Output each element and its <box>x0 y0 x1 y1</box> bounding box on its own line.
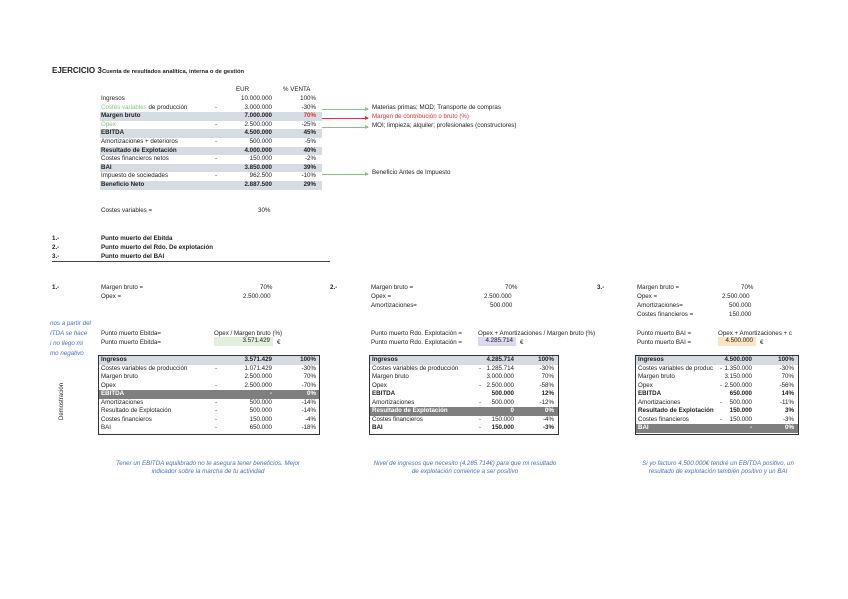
s1-opex-value: 2.500.000 <box>243 293 271 300</box>
s2-opex-label: Opex = <box>371 293 392 300</box>
s3-number: 3.- <box>597 284 605 291</box>
s3-row-label: EBITDA <box>638 390 662 397</box>
s2-row-label: Amortizaciones <box>372 398 415 406</box>
s3-row-pct: 14% <box>781 390 794 397</box>
s3-pm2-value: 4.500.000 <box>718 337 756 346</box>
annotation-bai: Beneficio Antes de Impuesto <box>372 169 451 176</box>
s1-row-label: Amortizaciones <box>101 398 144 406</box>
s2-row-pct: 70% <box>541 373 554 380</box>
s2-pm2-unit: € <box>520 339 524 346</box>
pl-row-label: Ingresos <box>101 95 125 102</box>
s1-note: Tener un EBITDA equilibrado no te asegura tener beneficios. Mejor indicador sobre la marcha de tu actividad <box>116 460 300 475</box>
question-2-number: 2.- <box>52 244 60 251</box>
s3-pm2-label: Punto muerto BAI = <box>637 339 692 346</box>
questions-underline <box>52 261 330 262</box>
s3-row-value: 150.000 <box>729 415 752 423</box>
s3-cf-label: Costes financieros = <box>637 311 694 318</box>
s2-row-label: Opex <box>372 381 387 389</box>
pl-row-sign: - <box>215 155 218 163</box>
pl-row-pct: -30% <box>301 103 316 111</box>
s1-row-pct: 0% <box>307 390 316 397</box>
s3-row-pct: -30% <box>779 364 794 372</box>
s3-pm-formula: Opex + Amortizaciones + c <box>718 330 792 337</box>
s1-pm-label: Punto muerto Ebitda= <box>101 330 162 337</box>
s2-row-pct: 12% <box>541 390 554 397</box>
pl-row-label: Margen bruto <box>101 112 141 120</box>
s3-row-value: 150.000 <box>729 407 752 414</box>
s1-row-sign: - <box>215 398 218 406</box>
pl-row-sign: - <box>215 103 218 111</box>
s1-number: 1.- <box>52 284 60 291</box>
s2-row-value: 500.000 <box>491 390 514 397</box>
s3-am-value: 500.000 <box>729 302 752 309</box>
annotation-moi: MOI; limpieza; alquiler; profesionales (constructores) <box>372 122 517 129</box>
s3-row-value: 500.000 <box>729 398 752 406</box>
s3-opex-value: 2.500.000 <box>722 293 750 300</box>
s1-row-value: 2.500.000 <box>244 381 272 389</box>
s1-row-sign: - <box>215 415 218 423</box>
s2-row-label: BAI <box>372 424 383 431</box>
s1-pm2-label: Punto muerto Ebitda= <box>101 339 162 346</box>
question-1-text: Punto muerto del Ebitda <box>101 235 173 242</box>
s2-row-pct: 100% <box>538 356 554 363</box>
s3-row-label: Opex <box>638 381 653 389</box>
s1-row-value: 500.000 <box>249 398 272 406</box>
s3-row-pct: -56% <box>779 381 794 389</box>
pl-row-pct: 70% <box>303 112 316 120</box>
question-2-text: Punto muerto del Rdo. De explotación <box>101 244 214 251</box>
pl-row-label: Opex <box>101 120 116 128</box>
s1-row-label: Costes financieros <box>101 415 152 423</box>
s2-row-sign: - <box>479 424 482 431</box>
s1-row-sign: - <box>215 381 218 389</box>
s3-row-label: Resultado de Explotación <box>638 407 714 414</box>
s3-row-value: 2.500.000 <box>724 381 752 389</box>
s1-mb-value: 70% <box>260 284 273 291</box>
pl-row-value: 150.000 <box>249 155 272 163</box>
arrow-green-2 <box>322 127 368 128</box>
pl-row-pct: -25% <box>301 120 316 128</box>
s1-row-label: Costes variables de producción <box>101 364 188 372</box>
s2-pm2-label: Punto muerto Rdo. Explotación = <box>371 339 462 346</box>
pl-row-pct: 100% <box>300 95 316 102</box>
s2-row-label: Costes variables de producción <box>372 364 459 372</box>
s1-row-sign: - <box>215 364 218 372</box>
s2-row-value: 2.500.000 <box>486 381 514 389</box>
s3-row-label: Costes variables de produc <box>638 364 713 372</box>
pl-row-value: 962.500 <box>249 172 272 180</box>
s2-row-label: Resultado de Explotación <box>372 407 448 414</box>
annotation-margen: Margen de contribución o bruto (%) <box>372 113 469 120</box>
s3-row-pct: 3% <box>785 407 794 414</box>
s3-row-sign: - <box>720 364 723 372</box>
s1-pm-formula: Opex / Margen bruto (%) <box>214 330 283 337</box>
s3-row-label: Margen bruto <box>638 373 675 380</box>
s3-row-label: BAI <box>638 424 649 431</box>
s3-row-value: 1.350.000 <box>724 364 752 372</box>
pl-row-pct: 39% <box>303 163 316 171</box>
s2-mb-label: Margen bruto = <box>371 284 414 291</box>
side-note-2: ITDA se hace <box>50 330 88 337</box>
exercise-subtitle: Cuenta de resultados analítica, interna o de gestión <box>102 69 245 75</box>
s1-mb-label: Margen bruto = <box>101 284 144 291</box>
s2-row-label: Costes financieros <box>372 415 423 423</box>
s1-opex-label: Opex = <box>101 293 122 300</box>
s2-row-label: EBITDA <box>372 390 396 397</box>
exercise-title: EJERCICIO 3 <box>52 66 102 75</box>
vertical-label: Demostración <box>59 382 65 420</box>
s1-row-sign: - <box>215 407 218 414</box>
s1-row-value: 3.571.429 <box>244 356 272 363</box>
s1-row-label: Ingresos <box>101 356 127 363</box>
s3-row-pct: 0% <box>785 424 794 431</box>
pl-row-label: Beneficio Neto <box>101 181 145 188</box>
question-3-text: Punto muerto del BAI <box>101 253 165 260</box>
s3-row-label: Amortizaciones <box>638 398 681 406</box>
s1-row-value: 2.500.000 <box>244 373 272 380</box>
pl-row-label: EBITDA <box>101 129 125 137</box>
pl-row-value: 4.000.000 <box>244 146 272 154</box>
s3-note: Si yo facturo 4.500.000€ tendré un EBITDA positivo, un resultado de explotación también positivo y un BAI <box>642 460 794 475</box>
s2-row-value: 150.000 <box>491 424 514 431</box>
arrow-green-3 <box>322 174 368 175</box>
s1-row-label: Resultado de Explotación <box>101 407 172 414</box>
pl-row-value: 2.500.000 <box>244 120 272 128</box>
s2-row-pct: -3% <box>542 424 554 431</box>
s2-row-label: Margen bruto <box>372 373 409 380</box>
s1-row-pct: -4% <box>304 415 316 423</box>
pl-row-label: Resultado de Explotación <box>101 146 177 154</box>
side-note-1: nos a partir del <box>50 320 91 327</box>
s3-row-value: 650.000 <box>729 390 752 397</box>
s2-row-sign: - <box>479 415 482 423</box>
pl-row-value: 3.000.000 <box>244 103 272 111</box>
s2-row-value: 4.285.714 <box>486 356 514 363</box>
s2-row-label: Ingresos <box>372 356 398 363</box>
side-note-4: mo negativo <box>50 350 84 357</box>
s2-row-value: 150.000 <box>491 415 514 423</box>
s2-pm-label: Punto muerto Rdo. Explotación = <box>371 330 462 337</box>
col-eur-header: EUR <box>236 86 250 93</box>
s3-row-sign: - <box>720 381 723 389</box>
pl-row-label-green: Costes variables <box>101 103 147 111</box>
s2-row-sign: - <box>479 398 482 406</box>
pl-row-pct: 40% <box>303 146 316 154</box>
s2-opex-value: 2.500.000 <box>484 293 512 300</box>
s3-pm-label: Punto muerto BAI = <box>637 330 692 337</box>
s1-row-value: 500.000 <box>249 407 272 414</box>
s2-row-value: 1.285.714 <box>486 364 514 372</box>
s3-am-label: Amortizaciones= <box>637 302 683 309</box>
s3-row-pct: -3% <box>782 415 794 423</box>
s3-row-label: Ingresos <box>638 356 664 363</box>
s2-number: 2.- <box>330 284 338 291</box>
s2-pm-formula: Opex + Amortizaciones / Margen bruto (%) <box>478 330 596 337</box>
pl-row-label: Amortizaciones + deterioros <box>101 138 178 145</box>
pl-row-label-rest: de producción <box>146 103 188 111</box>
s1-row-pct: -70% <box>301 381 316 389</box>
pl-row-label: Costes financieros netos <box>101 155 169 163</box>
pl-row-value: 2.887.500 <box>244 181 272 188</box>
pl-row-sign: - <box>215 172 218 180</box>
s3-cf-value: 150.000 <box>729 311 752 318</box>
pl-row-pct: -5% <box>304 138 316 145</box>
s2-row-value: 500.000 <box>491 398 514 406</box>
s2-mb-value: 70% <box>505 284 518 291</box>
s1-row-pct: -14% <box>301 398 316 406</box>
s1-row-label: EBITDA <box>101 390 125 397</box>
s3-row-pct: 100% <box>778 356 794 363</box>
question-1-number: 1.- <box>52 235 60 242</box>
s2-note: Nivel de ingresos que necesito (4.285.714€) para que mi resultado de explotación comience a ser positivo <box>373 460 557 475</box>
s1-row-label: Margen bruto <box>101 373 138 380</box>
pl-row-pct: 29% <box>303 181 316 188</box>
annotation-materias: Materias primas; MOD; Transporte de compras <box>372 104 501 111</box>
s3-row-pct: -11% <box>780 398 794 406</box>
s3-row-pct: 70% <box>781 373 794 380</box>
s2-row-sign: - <box>479 364 482 372</box>
s1-pm2-unit: € <box>277 339 281 346</box>
s3-row-label: Costes financieros <box>638 415 689 423</box>
s1-row-pct: -18% <box>301 424 316 431</box>
pl-row-label <box>101 104 187 112</box>
s1-row-pct: 100% <box>300 356 316 363</box>
pl-row-value: 7.000.000 <box>244 112 272 120</box>
pl-row-label: Impuesto de sociedades <box>101 172 169 180</box>
arrow-green-1 <box>322 109 368 110</box>
s1-row-label: Opex <box>101 381 116 389</box>
pl-row-value: 10.000.000 <box>241 95 272 102</box>
s3-row-value: 3.150.000 <box>724 373 752 380</box>
s3-row-value: 4.500.000 <box>724 356 752 363</box>
side-note-3: i no llego mi <box>50 340 84 347</box>
s1-row-value: 650.000 <box>249 424 272 431</box>
s1-row-sign: - <box>215 424 218 431</box>
s2-row-pct: -30% <box>539 364 554 372</box>
pl-row-value: 500.000 <box>249 138 272 145</box>
pl-row-sign: - <box>215 138 218 145</box>
pl-row-sign: - <box>215 120 218 128</box>
pl-row-label: BAI <box>101 163 112 171</box>
pl-row-pct: -2% <box>304 155 316 163</box>
s3-row-value: - <box>749 424 752 431</box>
pl-row-value: 3.850.000 <box>244 163 272 171</box>
s3-row-sign: - <box>720 398 723 406</box>
s1-row-pct: 70% <box>303 373 316 380</box>
s1-row-value: - <box>269 390 272 397</box>
col-pct-header: % VENTA <box>283 86 311 93</box>
s1-row-label: BAI <box>101 424 111 431</box>
arrow-red <box>322 118 368 119</box>
s1-row-pct: -30% <box>301 364 316 372</box>
s3-opex-label: Opex = <box>637 293 658 300</box>
s2-row-value: 3.000.000 <box>486 373 514 380</box>
cv-label: Costes variables = <box>101 207 153 214</box>
cv-value: 30% <box>258 207 271 214</box>
pl-row-value: 4.500.000 <box>244 129 272 137</box>
pl-row-pct: -10% <box>301 172 316 180</box>
s2-row-pct: -12% <box>539 398 554 406</box>
s1-row-value: 1.071.429 <box>244 364 272 372</box>
s2-row-pct: -58% <box>539 381 554 389</box>
s2-row-sign: - <box>479 381 482 389</box>
s2-row-value: 0 <box>510 407 514 414</box>
question-3-number: 3.- <box>52 253 60 260</box>
s3-row-sign: - <box>720 415 723 423</box>
s3-pm2-unit: € <box>760 339 764 346</box>
pl-row-pct: 45% <box>303 129 316 137</box>
s1-pm2-value: 3.571.429 <box>214 337 273 346</box>
s1-row-pct: -14% <box>301 407 316 414</box>
s2-am-label: Amortizaciones= <box>371 302 417 309</box>
s3-mb-value: 70% <box>741 284 754 291</box>
s2-am-value: 500.000 <box>490 302 513 309</box>
s2-row-pct: -4% <box>542 415 554 423</box>
s1-row-value: 150.000 <box>249 415 272 423</box>
s2-row-pct: 0% <box>545 407 554 414</box>
s2-pm2-value: 4.285.714 <box>478 337 516 346</box>
s3-mb-label: Margen bruto = <box>637 284 680 291</box>
